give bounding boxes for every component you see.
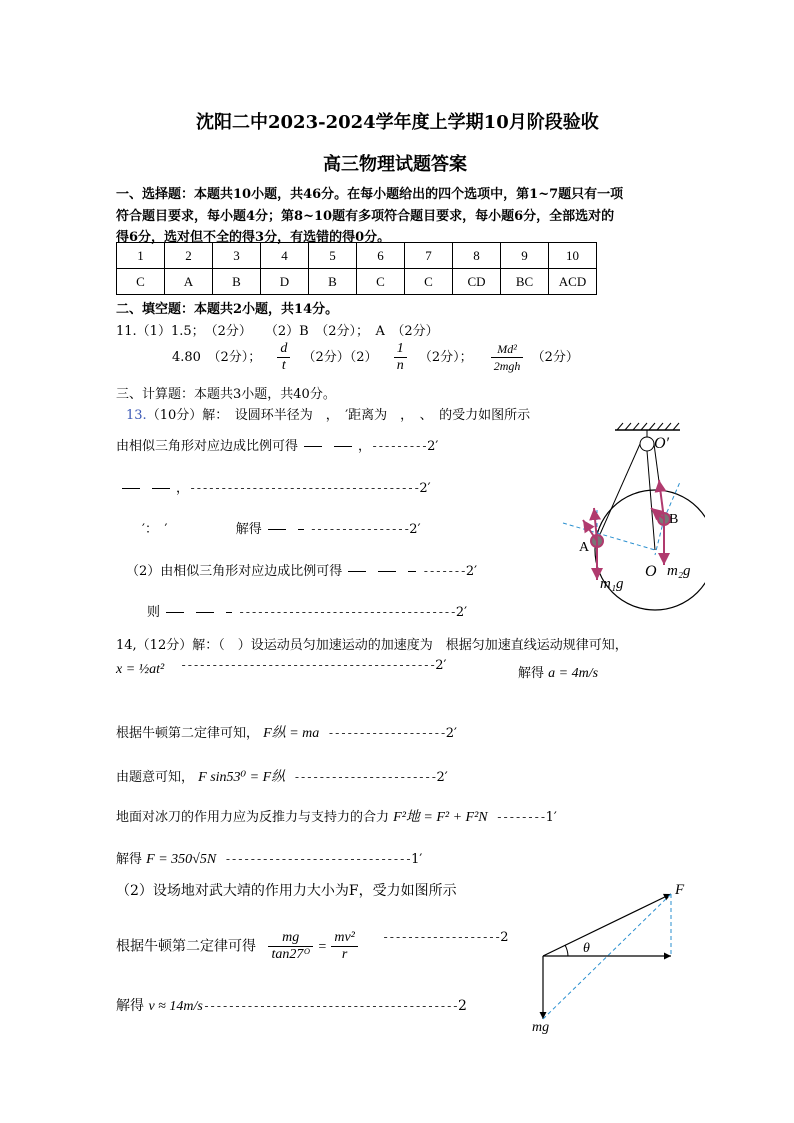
section1-line3: 得6分，选对但不全的得3分，有选错的得0分。: [116, 230, 391, 245]
q13-line3-label: 解得: [235, 522, 262, 537]
label-o-prime: O′: [654, 435, 670, 452]
fraction-1-over-n: [394, 341, 407, 374]
blank-line: [196, 612, 214, 613]
label-mg: mg: [532, 1020, 550, 1035]
table-cell: 2: [165, 243, 213, 269]
score-mark: 2: [458, 998, 467, 1014]
q13-intro: [126, 404, 530, 423]
blank-line: [122, 488, 140, 489]
table-cell: CD: [453, 269, 501, 295]
q11-text-b: （2分）（2）: [302, 350, 378, 365]
section1-line1: 一、选择题：本题共10小题，共46分。在每小题给出的四个选项中，第1~7题只有一项: [116, 187, 624, 202]
q13-number: 13.: [126, 408, 147, 423]
table-cell: 7: [405, 243, 453, 269]
q14-line3: [116, 722, 457, 742]
fraction-d-over-t: [277, 341, 290, 374]
label-theta: θ: [583, 941, 590, 956]
line-oo: [647, 451, 655, 550]
q13-line2-tail: ，: [176, 481, 190, 496]
label-b: B: [669, 512, 679, 527]
fraction-md2-over-2mgh: [491, 341, 524, 374]
blank-line: [378, 571, 396, 572]
q14-line8: [116, 930, 358, 963]
equation-f-vertical: F纵 = ma: [263, 726, 320, 741]
dash-leader: -----------------------------------------: [202, 999, 459, 1013]
table-cell: 9: [501, 243, 549, 269]
table-cell: ACD: [549, 269, 597, 295]
diagram-force-vector: [528, 876, 703, 1036]
equation-a: a = 4m/s: [548, 666, 599, 681]
q14-sol1-label: 解得: [518, 666, 545, 681]
blank-line: [166, 612, 184, 613]
q14-line8-leader: [382, 930, 509, 945]
label-f: F: [675, 882, 685, 898]
score-mark: 2′: [409, 522, 421, 537]
blank-line: [334, 446, 352, 447]
blank-line: [304, 446, 322, 447]
dash-leader: ----------------: [309, 522, 410, 536]
table-cell: 3: [213, 243, 261, 269]
dash-leader: ------------------------------: [224, 852, 412, 866]
ceiling-hatch: [617, 423, 679, 430]
table-cell: D: [261, 269, 309, 295]
q14-line4-text: 由题意可知，: [116, 770, 195, 785]
q14-line5-text: 地面对冰刀的作用力应为反推力与支持力的合力: [116, 810, 390, 825]
frac-den: tan27ᴼ: [271, 947, 310, 962]
angle-arc: [565, 945, 568, 956]
q11-line2: [172, 341, 579, 374]
q14-eq1-line: [116, 662, 164, 678]
q14-line9: [116, 995, 467, 1015]
frac-num: mv²: [331, 930, 358, 947]
q14-sol1: [518, 662, 598, 682]
score-mark: 1′: [411, 852, 423, 867]
label-o: O: [645, 563, 657, 580]
q14-line6-label: 解得: [116, 852, 143, 867]
dash-leader: -------------------: [382, 930, 501, 944]
dash-leader: -------------------------------------: [189, 481, 420, 495]
score-mark: 2′: [419, 481, 431, 496]
table-cell: 8: [453, 243, 501, 269]
q14-line4: [116, 766, 448, 786]
score-mark: 2: [500, 930, 509, 945]
frac-den: n: [396, 358, 404, 373]
table-cell: 4: [261, 243, 309, 269]
dash-leader: -----------------------------------------: [180, 658, 436, 672]
vector-f: [543, 894, 671, 956]
q14-line6: [116, 848, 422, 868]
score-mark: 2′: [436, 770, 448, 785]
string-a: [597, 444, 640, 541]
q11-text-a: 4.80 （2分）；: [172, 350, 262, 365]
equation-v: v ≈ 14m/s: [148, 999, 203, 1014]
page-subtitle: 高三物理试题答案: [323, 154, 467, 175]
dash-leader: ---------: [371, 439, 428, 453]
blank-line: [348, 571, 366, 572]
dash-leader: -------------------: [327, 726, 446, 740]
blank-line: [152, 488, 170, 489]
table-cell: 6: [357, 243, 405, 269]
equation-f-sin: F sin53⁰ = F纵: [198, 770, 286, 785]
table-row-answers: [117, 269, 597, 295]
frac-num: 1: [394, 341, 407, 358]
table-cell: A: [165, 269, 213, 295]
q13-intro-text: （10分）解： 设圆环半径为 ， ′距离为 ， 、 的受力如图所示: [146, 408, 531, 423]
equation-f-ground: F²地 = F² + F²N: [393, 810, 488, 825]
q13-line1-tail: ，: [358, 439, 372, 454]
section1-line2: 符合题目要求，每小题4分；第8~10题有多项符合题目要求，每小题6分，全部选对的: [116, 209, 615, 224]
q11-text-c: （2分）；: [418, 350, 473, 365]
table-cell: B: [213, 269, 261, 295]
q13-line3-ratio: ′： ′: [142, 522, 168, 537]
q14-eq1-leader: [180, 658, 446, 673]
table-cell: 10: [549, 243, 597, 269]
frac-den: r: [341, 947, 348, 962]
section3-header: 三、计算题：本题共3小题，共40分。: [116, 387, 336, 402]
table-cell: C: [357, 269, 405, 295]
table-row-numbers: [117, 243, 597, 269]
frac-den: t: [281, 358, 286, 373]
table-cell: 5: [309, 243, 357, 269]
dash-leader: --------: [495, 810, 546, 824]
table-cell: C: [117, 269, 165, 295]
blank-line: [226, 612, 232, 613]
score-mark: 1′: [545, 810, 557, 825]
q13-line3: [142, 518, 421, 537]
page-title: 沈阳二中2023-2024学年度上学期10月阶段验收: [196, 112, 599, 133]
fraction-mv2-over-r: [331, 930, 358, 963]
section2-header: 二、填空题：本题共2小题，共14分。: [116, 302, 339, 317]
q13-line4: [126, 560, 477, 579]
fraction-mg-over-tan: [268, 930, 313, 963]
q13-line1: [116, 435, 438, 454]
dash-leader: -----------------------------------: [238, 605, 456, 619]
dash-leader: -------: [422, 564, 466, 578]
frac-num: mg: [268, 930, 313, 947]
table-cell: C: [405, 269, 453, 295]
answer-table: [116, 242, 597, 295]
q13-line4-text: （2）由相似三角形对应边成比例可得: [126, 564, 343, 579]
dash-leader: -----------------------: [293, 770, 437, 784]
score-mark: 2′: [455, 605, 468, 620]
frac-num: d: [277, 341, 290, 358]
label-a: A: [579, 540, 590, 555]
q14-line9-label: 解得: [116, 998, 144, 1014]
table-cell: B: [309, 269, 357, 295]
pulley: [640, 437, 654, 451]
table-cell: 1: [117, 243, 165, 269]
equation-f-value: F = 350√5N: [146, 852, 217, 867]
q14-line5: [116, 806, 557, 826]
score-mark: 2′: [445, 726, 457, 741]
q14-line8-text: 根据牛顿第二定律可得: [116, 938, 256, 955]
equation-x: x = ½at²: [116, 662, 165, 677]
diagram-ring-forces: [555, 420, 705, 620]
score-mark: 2′: [435, 658, 447, 673]
frac-den: 2mgh: [493, 359, 521, 373]
blank-line: [268, 529, 286, 530]
q13-line2: [116, 477, 431, 496]
q11-text-d: （2分）: [531, 350, 579, 365]
label-m1g: m₁g: [600, 576, 624, 592]
equals-sign: =: [317, 939, 327, 955]
blank-line: [408, 571, 416, 572]
frac-num: Md²: [491, 341, 524, 358]
q14-line3-text: 根据牛顿第二定律可知，: [116, 726, 260, 741]
q11-line1: 11.（1）1.5； （2分） （2）B （2分）； A （2分）: [116, 324, 439, 339]
q14-intro: 14,（12分）解：（ ）设运动员匀加速运动的加速度为 根据匀加速直线运动规律可知，: [116, 638, 628, 653]
q14-part2: （2）设场地对武大靖的作用力大小为F，受力如图所示: [116, 883, 457, 899]
q13-line5: [147, 601, 467, 620]
table-cell: BC: [501, 269, 549, 295]
label-m2g: m₂g: [667, 563, 691, 579]
q13-line1-text: 由相似三角形对应边成比例可得: [116, 439, 299, 454]
score-mark: 2′: [427, 439, 439, 454]
score-mark: 2′: [465, 564, 478, 579]
blank-line: [298, 529, 304, 530]
q13-line5-label: 则: [147, 605, 161, 620]
